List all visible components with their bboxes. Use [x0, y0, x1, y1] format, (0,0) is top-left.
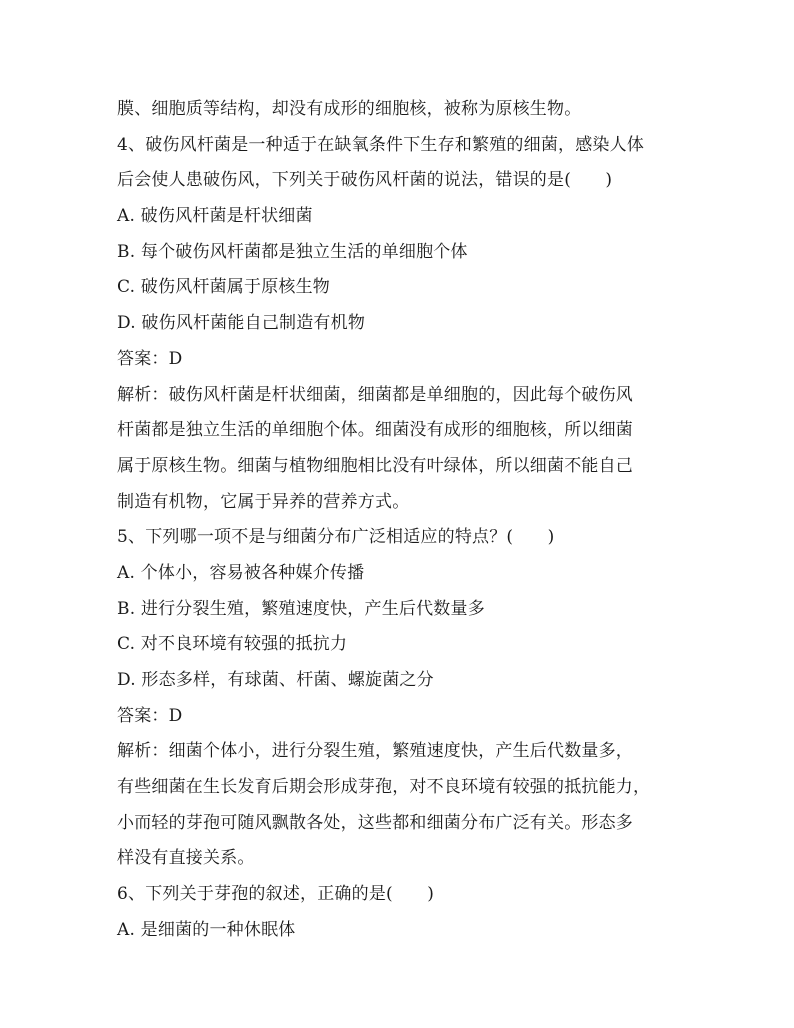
question-4-stem: 4、破伤风杆菌是一种适于在缺氧条件下生存和繁殖的细菌，感染人体 [117, 134, 645, 155]
question-5-option-c: C. 对不良环境有较强的抵抗力 [117, 634, 348, 655]
question-5-option-b: B. 进行分裂生殖，繁殖速度快，产生后代数量多 [117, 598, 485, 619]
question-5-option-a: A. 个体小，容易被各种媒介传播 [117, 562, 365, 583]
question-5-analysis: 样没有直接关系。 [117, 848, 255, 869]
question-5-option-d: D. 形态多样，有球菌、杆菌、螺旋菌之分 [117, 670, 434, 690]
question-4-option-c: C. 破伤风杆菌属于原核生物 [117, 277, 331, 298]
question-5-analysis: 有些细菌在生长发育后期会形成芽孢，对不良环境有较强的抵抗能力， [117, 777, 651, 798]
question-4-answer: 答案：D [117, 348, 183, 369]
question-4-stem-cont: 后会使人患破伤风，下列关于破伤风杆菌的说法，错误的是( ) [117, 170, 613, 191]
question-6-stem: 6、下列关于芽孢的叙述，正确的是( ) [117, 884, 435, 905]
question-4-option-a: A. 破伤风杆菌是杆状细菌 [117, 206, 313, 227]
question-4-option-b: B. 每个破伤风杆菌都是独立生活的单细胞个体 [117, 241, 468, 262]
question-4-analysis: 解析：破伤风杆菌是杆状细菌，细菌都是单细胞的，因此每个破伤风 [117, 384, 633, 405]
document-page [117, 92, 697, 949]
question-5-stem: 5、下列哪一项不是与细菌分布广泛相适应的特点？( ) [117, 527, 555, 548]
text-line-continuation: 膜、细胞质等结构，却没有成形的细胞核，被称为原核生物。 [117, 99, 582, 119]
question-5-analysis: 小而轻的芽孢可随风飘散各处，这些都和细菌分布广泛有关。形态多 [117, 812, 633, 833]
question-5-answer: 答案：D [117, 705, 183, 726]
question-5-analysis: 解析：细菌个体小，进行分裂生殖，繁殖速度快，产生后代数量多， [117, 741, 633, 762]
question-4-analysis: 制造有机物，它属于异养的营养方式。 [117, 491, 410, 512]
question-4-analysis: 杆菌都是独立生活的单细胞个体。细菌没有成形的细胞核，所以细菌 [117, 420, 633, 441]
question-6-option-a: A. 是细菌的一种休眠体 [117, 919, 296, 940]
question-4-analysis: 属于原核生物。细菌与植物细胞相比没有叶绿体，所以细菌不能自己 [117, 455, 633, 476]
question-4-option-d: D. 破伤风杆菌能自己制造有机物 [117, 313, 366, 334]
